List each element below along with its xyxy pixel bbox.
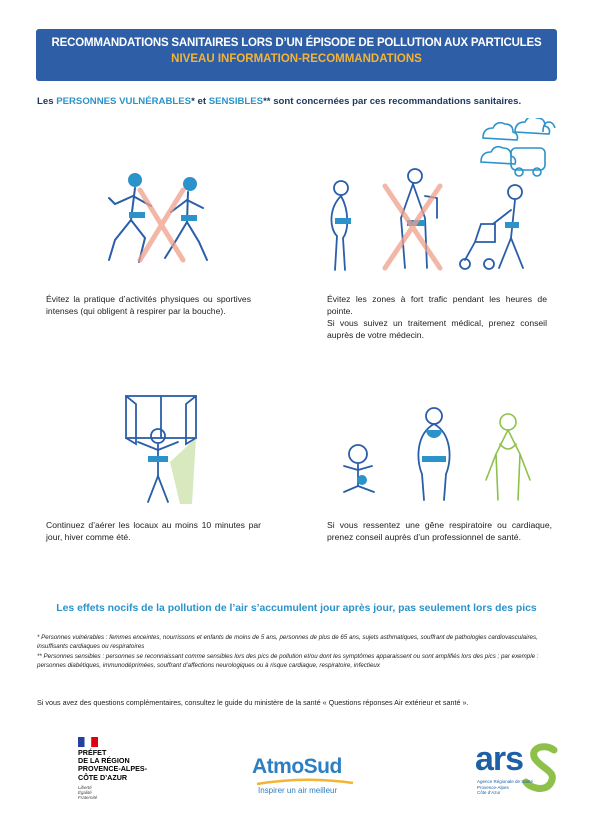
recommendation-text-1: Évitez la pratique d’activités physiques ou sportives intenses (qui obligent à respirer par la bouche). bbox=[46, 294, 251, 316]
recommendation-text-2 bbox=[327, 293, 547, 341]
ars-sub-line-2: Provence-Alpes bbox=[477, 784, 509, 790]
atmosud-name: AtmoSud bbox=[252, 755, 342, 778]
runners-illustration bbox=[95, 160, 225, 275]
motto-line-3: Fraternité bbox=[78, 795, 98, 800]
header-banner bbox=[36, 29, 557, 81]
ars-logo bbox=[475, 740, 523, 779]
intro-suffix: ** sont concernées par ces recommandations sanitaires. bbox=[263, 96, 522, 107]
ars-sub-line-1: Agence Régionale de Santé bbox=[477, 779, 534, 784]
atmosud-swoosh-icon bbox=[255, 778, 355, 786]
republic-motto bbox=[78, 785, 97, 800]
final-note: Si vous avez des questions complémentaires, consultez le guide du ministère de la santé « Questions réponses Air extérieur et santé ». bbox=[37, 698, 469, 707]
footnotes bbox=[37, 634, 557, 672]
prefet-line-3: PROVENCE-ALPES- bbox=[78, 764, 148, 774]
atmosud-logo bbox=[252, 755, 342, 779]
motto-line-2: Égalité bbox=[78, 790, 92, 795]
prefet-logo-text bbox=[78, 749, 147, 782]
intro-sentence bbox=[37, 96, 521, 107]
recommendation-text-4: Si vous ressentez une gêne respiratoire ou cardiaque, prenez conseil auprès d’un professionnel de santé. bbox=[327, 520, 552, 542]
recommendation-text-2a: Évitez les zones à fort trafic pendant les heures de pointe. bbox=[327, 294, 547, 316]
traffic-illustration bbox=[315, 118, 560, 278]
ars-wordmark: ars bbox=[475, 740, 524, 778]
footnote-sensitive: ** Personnes sensibles : personnes se reconnaissant comme sensibles lors des pics de pollution et/ou dont les symptômes apparaissent ou sont amplifiés lors des pics ; par exemple : personnes diabétiques, immunodéprimées, souffrant d’affections neurologiques ou à risque cardiaque, respiratoire, infectieux bbox=[37, 653, 539, 669]
intro-sensitive: SENSIBLES bbox=[208, 96, 264, 107]
prefet-line-2: DE LA RÉGION bbox=[78, 756, 130, 766]
ars-sub-line-3: Côte d’Azur bbox=[477, 790, 501, 795]
prefet-line-4: CÔTE D’AZUR bbox=[78, 772, 128, 782]
page-subtitle: NIVEAU INFORMATION-RECOMMANDATIONS bbox=[171, 53, 422, 65]
recommendation-text-2b: Si vous suivez un traitement médical, prenez conseil auprès de votre médecin. bbox=[327, 318, 547, 340]
footnote-vulnerable: * Personnes vulnérables : femmes enceintes, nourrissons et enfants de moins de 5 ans, personnes de plus de 65 ans, sujets asthmatiques, souffrant de pathologies cardiovasculaires, insuffisants cardiaques ou respiratoires bbox=[37, 634, 538, 650]
ars-subtitle bbox=[477, 779, 533, 796]
window-airing-illustration bbox=[118, 392, 203, 507]
tagline: Les effets nocifs de la pollution de l’air s’accumulent jour après jour, pas seulement lors des pics bbox=[56, 603, 537, 614]
prefet-line-1: PRÉFET bbox=[78, 748, 107, 757]
motto-line-1: Liberté bbox=[78, 785, 92, 790]
intro-vulnerable: PERSONNES VULNÉRABLES bbox=[56, 96, 192, 107]
recommendation-text-3: Continuez d’aérer les locaux au moins 10 minutes par jour, hiver comme été. bbox=[46, 520, 261, 542]
atmosud-tagline: Inspirer un air meilleur bbox=[258, 786, 338, 795]
page-title: RECOMMANDATIONS SANITAIRES LORS D’UN ÉPISODE DE POLLUTION AUX PARTICULES bbox=[51, 37, 542, 49]
intro-prefix: Les bbox=[37, 96, 57, 107]
health-professional-illustration bbox=[330, 400, 550, 510]
intro-mid: * et bbox=[191, 96, 209, 107]
marianne-logo-icon bbox=[78, 737, 98, 747]
